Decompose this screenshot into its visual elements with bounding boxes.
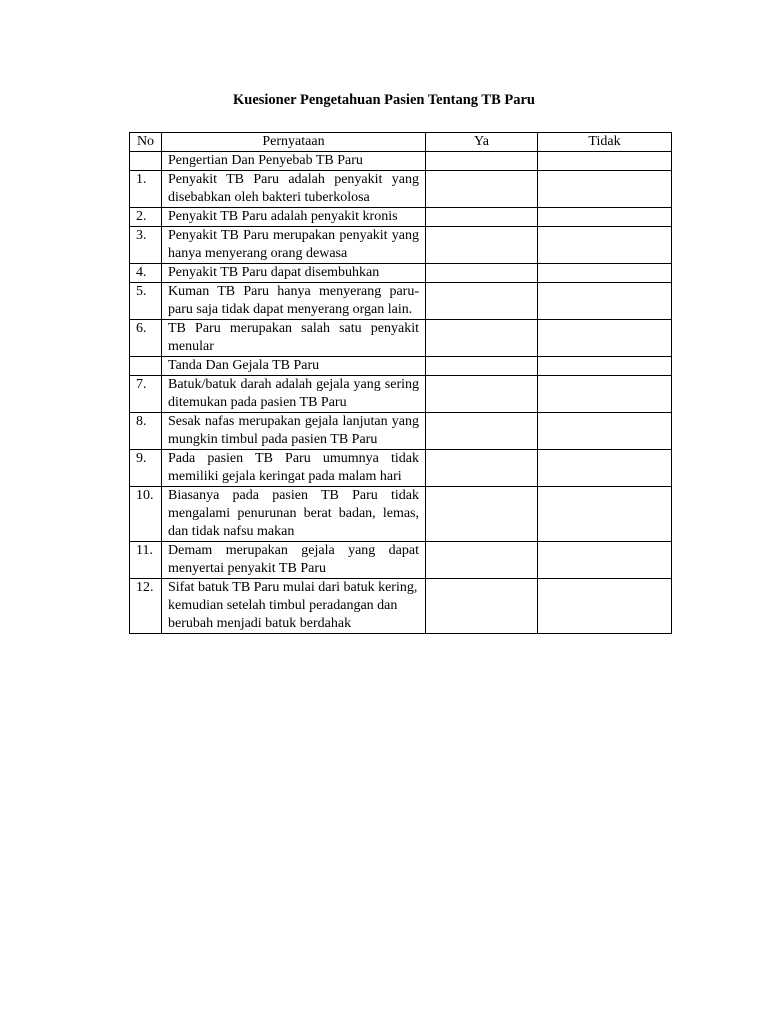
table-row — [130, 171, 672, 208]
row-statement: Sesak nafas merupakan gejala lanjutan yang mungkin timbul pada pasien TB Paru — [162, 413, 426, 450]
table-row — [130, 208, 672, 227]
answer-yes-cell[interactable] — [426, 542, 538, 579]
answer-no-cell[interactable] — [538, 320, 672, 357]
row-statement: Pengertian Dan Penyebab TB Paru — [162, 152, 426, 171]
table-row — [130, 542, 672, 579]
answer-yes-cell[interactable] — [426, 487, 538, 542]
row-statement: Biasanya pada pasien TB Paru tidak mengalami penurunan berat badan, lemas, dan tidak nafsu makan — [162, 487, 426, 542]
table-row — [130, 450, 672, 487]
row-statement: Kuman TB Paru hanya menyerang paru-paru saja tidak dapat menyerang organ lain. — [162, 283, 426, 320]
row-statement: TB Paru merupakan salah satu penyakit menular — [162, 320, 426, 357]
questionnaire-table — [129, 132, 672, 634]
row-number: 3. — [130, 227, 162, 264]
row-number: 6. — [130, 320, 162, 357]
table-row — [130, 264, 672, 283]
table-row — [130, 227, 672, 264]
row-statement: Sifat batuk TB Paru mulai dari batuk kering, kemudian setelah timbul peradangan dan berubah menjadi batuk berdahak — [162, 579, 426, 634]
row-statement: Penyakit TB Paru dapat disembuhkan — [162, 264, 426, 283]
header-no-answer: Tidak — [538, 133, 672, 152]
answer-yes-cell[interactable] — [426, 264, 538, 283]
answer-yes-cell[interactable] — [426, 208, 538, 227]
row-number — [130, 152, 162, 171]
answer-yes-cell[interactable] — [426, 357, 538, 376]
table-row — [130, 376, 672, 413]
header-statement: Pernyataan — [162, 133, 426, 152]
answer-no-cell[interactable] — [538, 264, 672, 283]
table-header-row — [130, 133, 672, 152]
answer-no-cell[interactable] — [538, 152, 672, 171]
row-statement: Demam merupakan gejala yang dapat menyertai penyakit TB Paru — [162, 542, 426, 579]
answer-yes-cell[interactable] — [426, 579, 538, 634]
row-statement: Tanda Dan Gejala TB Paru — [162, 357, 426, 376]
row-statement: Batuk/batuk darah adalah gejala yang sering ditemukan pada pasien TB Paru — [162, 376, 426, 413]
table-row — [130, 283, 672, 320]
answer-yes-cell[interactable] — [426, 413, 538, 450]
row-statement: Penyakit TB Paru adalah penyakit yang disebabkan oleh bakteri tuberkolosa — [162, 171, 426, 208]
answer-no-cell[interactable] — [538, 579, 672, 634]
answer-no-cell[interactable] — [538, 487, 672, 542]
header-yes: Ya — [426, 133, 538, 152]
row-number: 9. — [130, 450, 162, 487]
row-statement: Penyakit TB Paru adalah penyakit kronis — [162, 208, 426, 227]
row-number: 10. — [130, 487, 162, 542]
answer-yes-cell[interactable] — [426, 450, 538, 487]
answer-no-cell[interactable] — [538, 542, 672, 579]
row-number: 11. — [130, 542, 162, 579]
row-number: 2. — [130, 208, 162, 227]
table-row — [130, 487, 672, 542]
row-number: 4. — [130, 264, 162, 283]
answer-no-cell[interactable] — [538, 171, 672, 208]
answer-no-cell[interactable] — [538, 208, 672, 227]
row-number — [130, 357, 162, 376]
row-number: 12. — [130, 579, 162, 634]
row-number: 7. — [130, 376, 162, 413]
answer-yes-cell[interactable] — [426, 376, 538, 413]
document-title: Kuesioner Pengetahuan Pasien Tentang TB Paru — [232, 92, 535, 108]
answer-no-cell[interactable] — [538, 450, 672, 487]
answer-no-cell[interactable] — [538, 227, 672, 264]
row-number: 5. — [130, 283, 162, 320]
answer-no-cell[interactable] — [538, 413, 672, 450]
row-number: 8. — [130, 413, 162, 450]
row-statement: Pada pasien TB Paru umumnya tidak memiliki gejala keringat pada malam hari — [162, 450, 426, 487]
table-row — [130, 357, 672, 376]
answer-yes-cell[interactable] — [426, 171, 538, 208]
answer-no-cell[interactable] — [538, 283, 672, 320]
row-number: 1. — [130, 171, 162, 208]
answer-yes-cell[interactable] — [426, 152, 538, 171]
answer-no-cell[interactable] — [538, 376, 672, 413]
row-statement: Penyakit TB Paru merupakan penyakit yang hanya menyerang orang dewasa — [162, 227, 426, 264]
table-row — [130, 320, 672, 357]
header-no: No — [130, 133, 162, 152]
table-row — [130, 413, 672, 450]
answer-yes-cell[interactable] — [426, 283, 538, 320]
table-row — [130, 152, 672, 171]
answer-yes-cell[interactable] — [426, 320, 538, 357]
table-row — [130, 579, 672, 634]
answer-no-cell[interactable] — [538, 357, 672, 376]
answer-yes-cell[interactable] — [426, 227, 538, 264]
